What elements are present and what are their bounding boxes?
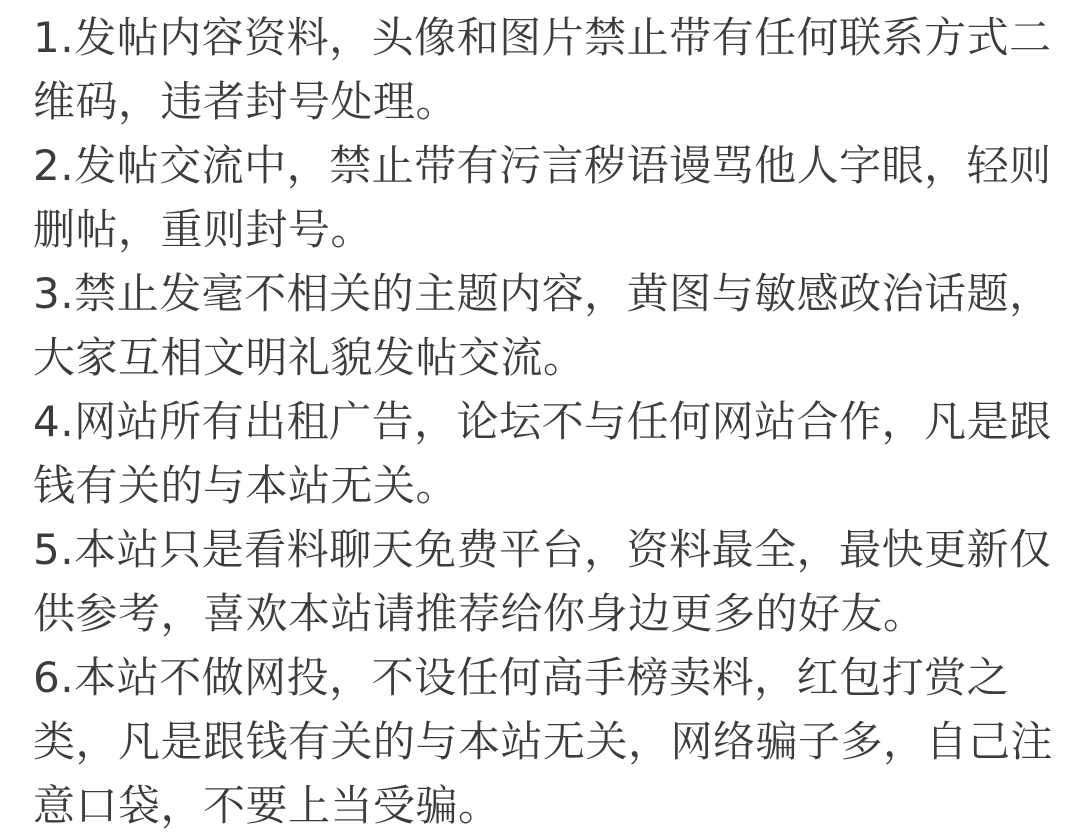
rule-item-4 (33, 390, 1050, 518)
rule-line: 3.禁止发毫不相关的主题内容，黄图与敏感政治话题， (33, 269, 1052, 318)
rule-line: 2.发帖交流中，禁止带有污言秽语谩骂他人字眼，轻则 (33, 141, 1052, 190)
rule-line: 大家互相文明礼貌发帖交流。 (33, 333, 586, 382)
rule-item-3 (33, 262, 1050, 390)
rule-line: 钱有关的与本站无关。 (33, 461, 459, 510)
rule-line: 5.本站只是看料聊天免费平台，资料最全，最快更新仅 (33, 525, 1052, 574)
rule-item-1 (33, 6, 1050, 134)
rule-line: 4.网站所有出租广告，论坛不与任何网站合作，凡是跟 (33, 397, 1052, 446)
rule-line: 意口袋，不要上当受骗。 (33, 781, 501, 830)
rule-item-5 (33, 518, 1050, 646)
rule-line: 6.本站不做网投，不设任何高手榜卖料，红包打赏之 (33, 653, 1010, 702)
rule-line: 维码，违者封号处理。 (33, 77, 459, 126)
rule-item-2 (33, 134, 1050, 262)
rule-line: 1.发帖内容资料，头像和图片禁止带有任何联系方式二 (33, 13, 1052, 62)
rule-item-6 (33, 646, 1054, 833)
rule-line: 供参考，喜欢本站请推荐给你身边更多的好友。 (33, 589, 926, 638)
rule-line: 删帖，重则封号。 (33, 205, 374, 254)
rule-line: 类，凡是跟钱有关的与本站无关，网络骗子多，自己注 (33, 717, 1054, 766)
